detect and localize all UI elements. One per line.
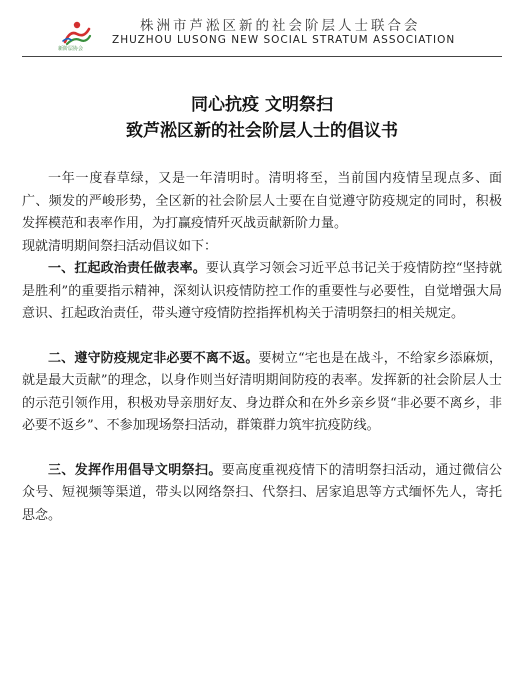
organization-name-en: ZHUZHOU LUSONG NEW SOCIAL STRATUM ASSOCIATION [112, 34, 456, 46]
section-text: 要高度重视疫情下的清明祭扫活动，通过微信公众号、短视频等渠道，带头以网络祭扫、代祭扫、居家追思等方式缅怀先人，寄托思念。 [22, 462, 502, 523]
header-divider [22, 56, 502, 57]
organization-name-cn: 株洲市芦淞区新的社会阶层人士联合会 [140, 18, 421, 34]
section-heading: 二、遵守防疫规定非必要不离不返。 [48, 350, 259, 366]
section-text: 要认真学习领会习近平总书记关于疫情防控“坚持就是胜利”的重要指示精神，深刻认识疫情防控工作的重要性与必要性，自觉增强大局意识、扛起政治责任，带头遵守疫情防控指挥机构关于清明祭扫的相关规定。 [22, 261, 502, 321]
section-paragraph [22, 348, 502, 438]
document-subtitle: 致芦淞区新的社会阶层人士的倡议书 [126, 121, 398, 141]
section-heading: 一、扛起政治责任做表率。 [48, 261, 206, 276]
section-paragraph [22, 460, 502, 528]
paragraph-spacer [22, 326, 502, 348]
call-to-action: 现就清明期间祭扫活动倡议如下： [22, 238, 218, 254]
section-paragraph [22, 258, 502, 326]
letterhead [0, 0, 524, 58]
logo-text: 新阶层协会 [58, 46, 84, 52]
document-title: 同心抗疫 文明祭扫 [191, 95, 333, 115]
section-text: 要树立“宅也是在战斗，不给家乡添麻烦，就是最大贡献”的理念，以身作则当好清明期间防疫的表率。发挥新的社会阶层人士的示范引领作用，积极劝导亲朋好友、身边群众和在外乡亲乡贤“非必要不离乡，非必要不返乡”、不参加现场祭扫活动，群策群力筑牢抗疫防线。 [22, 350, 502, 433]
paragraph-spacer [22, 438, 502, 460]
document-body [22, 168, 502, 527]
section-heading: 三、发挥作用倡导文明祭扫。 [48, 462, 222, 478]
intro-paragraph: 一年一度春草绿，又是一年清明时。清明将至，当前国内疫情呈现点多、面广、频发的严峻形势，全区新的社会阶层人士要在自觉遵守防疫规定的同时，积极发挥模范和表率作用，为打赢疫情歼灭战贡献新阶力量。 [22, 171, 502, 231]
